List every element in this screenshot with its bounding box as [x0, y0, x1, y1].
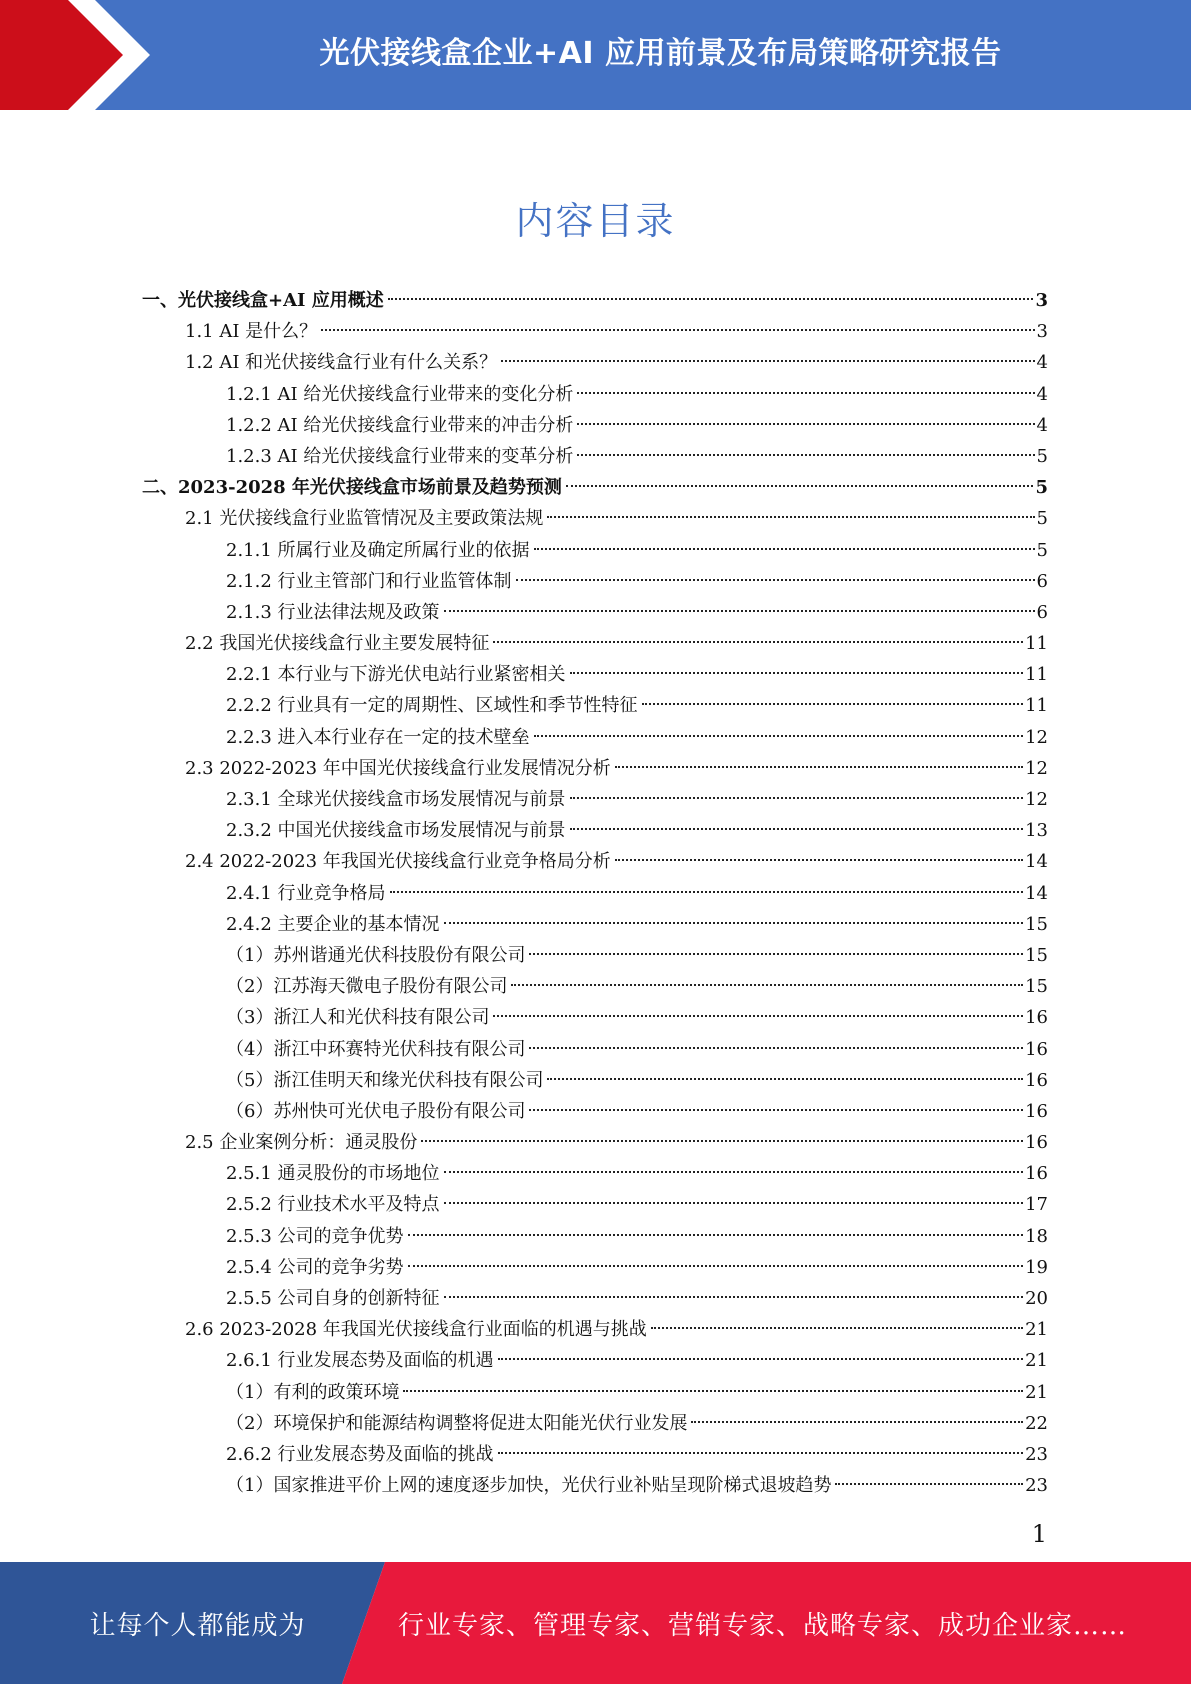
toc-entry-page: 5: [1036, 445, 1048, 467]
toc-entry[interactable]: [142, 1408, 1048, 1439]
toc-entry-page: 4: [1036, 352, 1048, 374]
toc-leader-dots: [529, 1109, 1023, 1111]
toc-entry-text: 一、光伏接线盒+AI 应用概述: [142, 290, 384, 311]
toc-entry[interactable]: [142, 815, 1048, 846]
toc-entry-text: 2.3.2 中国光伏接线盒市场发展情况与前景: [226, 820, 566, 842]
toc-leader-dots: [577, 423, 1034, 425]
toc-entry[interactable]: [142, 566, 1048, 597]
toc-entry-page: 22: [1025, 1412, 1048, 1434]
toc-entry-page: 5: [1036, 508, 1048, 530]
toc-leader-dots: [444, 1171, 1024, 1173]
toc-entry[interactable]: [142, 1314, 1048, 1345]
toc-leader-dots: [615, 766, 1023, 768]
toc-leader-dots: [408, 1265, 1024, 1267]
toc-entry-page: 19: [1025, 1256, 1048, 1278]
toc-leader-dots: [321, 329, 1034, 331]
toc-entry-page: 21: [1025, 1381, 1048, 1403]
toc-leader-dots: [566, 485, 1034, 487]
toc-leader-dots: [534, 735, 1024, 737]
toc-entry-text: 二、2023-2028 年光伏接线盒市场前景及趋势预测: [142, 477, 562, 499]
toc-entry-text: 2.6 2023-2028 年我国光伏接线盒行业面临的机遇与挑战: [185, 1319, 647, 1341]
toc-entry-page: 15: [1025, 944, 1048, 966]
toc-entry[interactable]: [142, 690, 1048, 721]
toc-entry-text: 2.1 光伏接线盒行业监管情况及主要政策法规: [185, 508, 544, 530]
footer-slogan-right: 行业专家、管理专家、营销专家、战略专家、成功企业家……: [398, 1610, 1128, 1641]
toc-entry[interactable]: [142, 878, 1048, 909]
toc-entry[interactable]: [142, 784, 1048, 815]
header-banner: [0, 0, 1191, 110]
toc-entry-page: 3: [1036, 321, 1048, 343]
toc-entry[interactable]: [142, 940, 1048, 971]
toc-leader-dots: [615, 859, 1023, 861]
toc-entry-text: 2.5.5 公司自身的创新特征: [226, 1288, 440, 1309]
toc-leader-dots: [388, 298, 1034, 300]
toc-leader-dots: [534, 548, 1035, 550]
toc-entry-page: 16: [1025, 1007, 1048, 1029]
toc-leader-dots: [651, 1327, 1023, 1329]
toc-entry-page: 23: [1025, 1475, 1048, 1497]
toc-entry-text: 2.5.2 行业技术水平及特点: [226, 1194, 440, 1216]
toc-leader-dots: [577, 454, 1034, 456]
report-title: 光伏接线盒企业+AI 应用前景及布局策略研究报告: [319, 36, 1002, 71]
toc-entry-page: 6: [1036, 570, 1048, 592]
toc-entry-page: 16: [1025, 1100, 1048, 1122]
toc-entry[interactable]: [142, 1221, 1048, 1252]
toc-leader-dots: [547, 516, 1034, 518]
toc-entry-text: 2.4.2 主要企业的基本情况: [226, 913, 440, 935]
toc-entry-page: 6: [1036, 601, 1048, 623]
toc-entry-page: 21: [1025, 1319, 1048, 1341]
toc-entry-page: 14: [1025, 851, 1048, 873]
toc-entry-text: 2.5.4 公司的竞争劣势: [226, 1256, 404, 1278]
toc-entry-text: 2.2.3 进入本行业存在一定的技术壁垒: [226, 726, 530, 748]
toc-leader-dots: [444, 922, 1024, 924]
toc-leader-dots: [498, 1358, 1024, 1360]
toc-leader-dots: [408, 1234, 1024, 1236]
toc-entry[interactable]: [142, 1002, 1048, 1033]
toc-entry[interactable]: [142, 1158, 1048, 1189]
toc-entry[interactable]: [142, 472, 1048, 503]
toc-leader-dots: [444, 1296, 1024, 1298]
toc-entry-text: 1.2.3 AI 给光伏接线盒行业带来的变革分析: [226, 445, 574, 467]
toc-heading: 内容目录: [515, 199, 676, 243]
toc-leader-dots: [444, 610, 1035, 612]
toc-entry[interactable]: [142, 1439, 1048, 1470]
toc-entry-text: 2.4 2022-2023 年我国光伏接线盒行业竞争格局分析: [185, 851, 611, 873]
toc-entry[interactable]: [142, 379, 1048, 410]
toc-leader-dots: [570, 797, 1024, 799]
toc-entry[interactable]: [142, 1096, 1048, 1127]
toc-entry[interactable]: [142, 597, 1048, 628]
toc-entry-text: （1）国家推进平价上网的速度逐步加快，光伏行业补贴呈现阶梯式退坡趋势: [226, 1475, 832, 1497]
table-of-contents: [142, 285, 1048, 1501]
toc-entry-page: 21: [1025, 1350, 1048, 1372]
toc-entry[interactable]: [142, 503, 1048, 534]
toc-leader-dots: [691, 1421, 1023, 1423]
toc-leader-dots: [511, 984, 1023, 986]
toc-entry-text: 2.2 我国光伏接线盒行业主要发展特征: [185, 633, 490, 655]
toc-entry-page: 16: [1025, 1069, 1048, 1091]
toc-leader-dots: [493, 641, 1023, 643]
toc-entry-text: 2.3.1 全球光伏接线盒市场发展情况与前景: [226, 789, 566, 810]
toc-entry[interactable]: [142, 846, 1048, 877]
toc-entry-text: 2.6.1 行业发展态势及面临的机遇: [226, 1350, 494, 1372]
toc-entry-page: 23: [1025, 1443, 1048, 1465]
toc-entry-text: 1.2.2 AI 给光伏接线盒行业带来的冲击分析: [226, 414, 574, 436]
toc-leader-dots: [547, 1078, 1023, 1080]
toc-leader-dots: [390, 891, 1024, 893]
toc-leader-dots: [498, 1452, 1024, 1454]
toc-leader-dots: [570, 672, 1024, 674]
toc-leader-dots: [501, 360, 1034, 362]
toc-entry-text: 2.1.1 所属行业及确定所属行业的依据: [226, 539, 530, 561]
toc-leader-dots: [577, 392, 1034, 394]
toc-entry-page: 16: [1025, 1163, 1048, 1185]
toc-entry-text: 2.4.1 行业竞争格局: [226, 882, 386, 904]
toc-entry-text: 2.3 2022-2023 年中国光伏接线盒行业发展情况分析: [185, 757, 611, 779]
toc-entry-page: 17: [1025, 1194, 1048, 1216]
toc-entry[interactable]: [142, 1189, 1048, 1220]
toc-entry-page: 14: [1025, 882, 1048, 904]
toc-entry-text: 2.1.2 行业主管部门和行业监管体制: [226, 570, 512, 592]
footer-slogan-left: 让每个人都能成为: [89, 1610, 306, 1641]
toc-entry[interactable]: [142, 1470, 1048, 1501]
toc-leader-dots: [444, 1202, 1024, 1204]
toc-entry-page: 4: [1036, 383, 1048, 405]
toc-entry-page: 18: [1025, 1225, 1048, 1247]
toc-leader-dots: [516, 579, 1035, 581]
toc-entry-page: 5: [1035, 477, 1048, 499]
toc-leader-dots: [642, 703, 1024, 705]
toc-entry-page: 4: [1036, 414, 1048, 436]
toc-entry[interactable]: [142, 316, 1048, 347]
toc-entry-page: 15: [1025, 976, 1048, 998]
toc-entry[interactable]: [142, 347, 1048, 378]
toc-entry-text: （6）苏州快可光伏电子股份有限公司: [226, 1100, 526, 1122]
toc-leader-dots: [570, 828, 1024, 830]
toc-entry-page: 11: [1025, 633, 1048, 655]
toc-entry-text: 2.6.2 行业发展态势及面临的挑战: [226, 1443, 494, 1465]
toc-entry-text: 1.2 AI 和光伏接线盒行业有什么关系？: [185, 352, 498, 374]
toc-entry-page: 20: [1025, 1288, 1048, 1309]
toc-entry-text: （1）苏州谐通光伏科技股份有限公司: [226, 944, 526, 966]
footer-banner: [0, 1562, 1191, 1684]
toc-entry-text: （2）环境保护和能源结构调整将促进太阳能光伏行业发展: [226, 1412, 688, 1434]
toc-entry[interactable]: [142, 659, 1048, 690]
toc-entry-page: 16: [1025, 1038, 1048, 1060]
toc-leader-dots: [529, 953, 1023, 955]
toc-entry[interactable]: [142, 753, 1048, 784]
toc-entry[interactable]: [142, 410, 1048, 441]
toc-entry-page: 16: [1025, 1132, 1048, 1154]
toc-entry[interactable]: [142, 285, 1048, 316]
toc-entry[interactable]: [142, 909, 1048, 940]
toc-entry-page: 15: [1025, 913, 1048, 935]
toc-entry-page: 11: [1025, 695, 1048, 717]
toc-entry-page: 12: [1025, 757, 1048, 779]
toc-entry-text: （3）浙江人和光伏科技有限公司: [226, 1007, 490, 1029]
toc-entry-page: 13: [1025, 820, 1048, 842]
toc-entry[interactable]: [142, 1345, 1048, 1376]
toc-entry-text: （1）有利的政策环境: [226, 1381, 400, 1403]
toc-entry-page: 3: [1035, 290, 1048, 311]
toc-entry[interactable]: [142, 1065, 1048, 1096]
toc-entry-text: （4）浙江中环赛特光伏科技有限公司: [226, 1038, 526, 1060]
toc-entry-page: 12: [1025, 726, 1048, 748]
toc-entry-text: 2.1.3 行业法律法规及政策: [226, 601, 440, 623]
toc-entry[interactable]: [142, 1377, 1048, 1408]
toc-leader-dots: [835, 1483, 1023, 1485]
toc-entry[interactable]: [142, 722, 1048, 753]
toc-entry-page: 5: [1036, 539, 1048, 561]
toc-entry-text: 2.5.3 公司的竞争优势: [226, 1225, 404, 1247]
toc-entry-text: 2.2.2 行业具有一定的周期性、区域性和季节性特征: [226, 695, 638, 717]
toc-entry[interactable]: [142, 1034, 1048, 1065]
toc-leader-dots: [421, 1140, 1023, 1142]
toc-entry-text: 1.2.1 AI 给光伏接线盒行业带来的变化分析: [226, 383, 574, 405]
toc-entry[interactable]: [142, 441, 1048, 472]
toc-entry-text: 2.5 企业案例分析：通灵股份: [185, 1132, 418, 1154]
toc-entry-text: 2.5.1 通灵股份的市场地位: [226, 1163, 440, 1185]
toc-entry-text: 1.1 AI 是什么？: [185, 321, 318, 343]
toc-entry[interactable]: [142, 1283, 1048, 1314]
toc-entry[interactable]: [142, 628, 1048, 659]
toc-entry-text: 2.2.1 本行业与下游光伏电站行业紧密相关: [226, 664, 566, 686]
toc-leader-dots: [493, 1015, 1023, 1017]
toc-entry[interactable]: [142, 535, 1048, 566]
toc-entry-text: （5）浙江佳明天和缘光伏科技有限公司: [226, 1069, 544, 1091]
toc-entry-text: （2）江苏海天微电子股份有限公司: [226, 976, 508, 998]
toc-leader-dots: [529, 1047, 1023, 1049]
page-number: 1: [1031, 1520, 1047, 1548]
toc-entry-page: 12: [1025, 789, 1048, 810]
toc-entry[interactable]: [142, 1127, 1048, 1158]
toc-entry[interactable]: [142, 971, 1048, 1002]
toc-entry[interactable]: [142, 1252, 1048, 1283]
toc-entry-page: 11: [1025, 664, 1048, 686]
toc-leader-dots: [403, 1390, 1023, 1392]
